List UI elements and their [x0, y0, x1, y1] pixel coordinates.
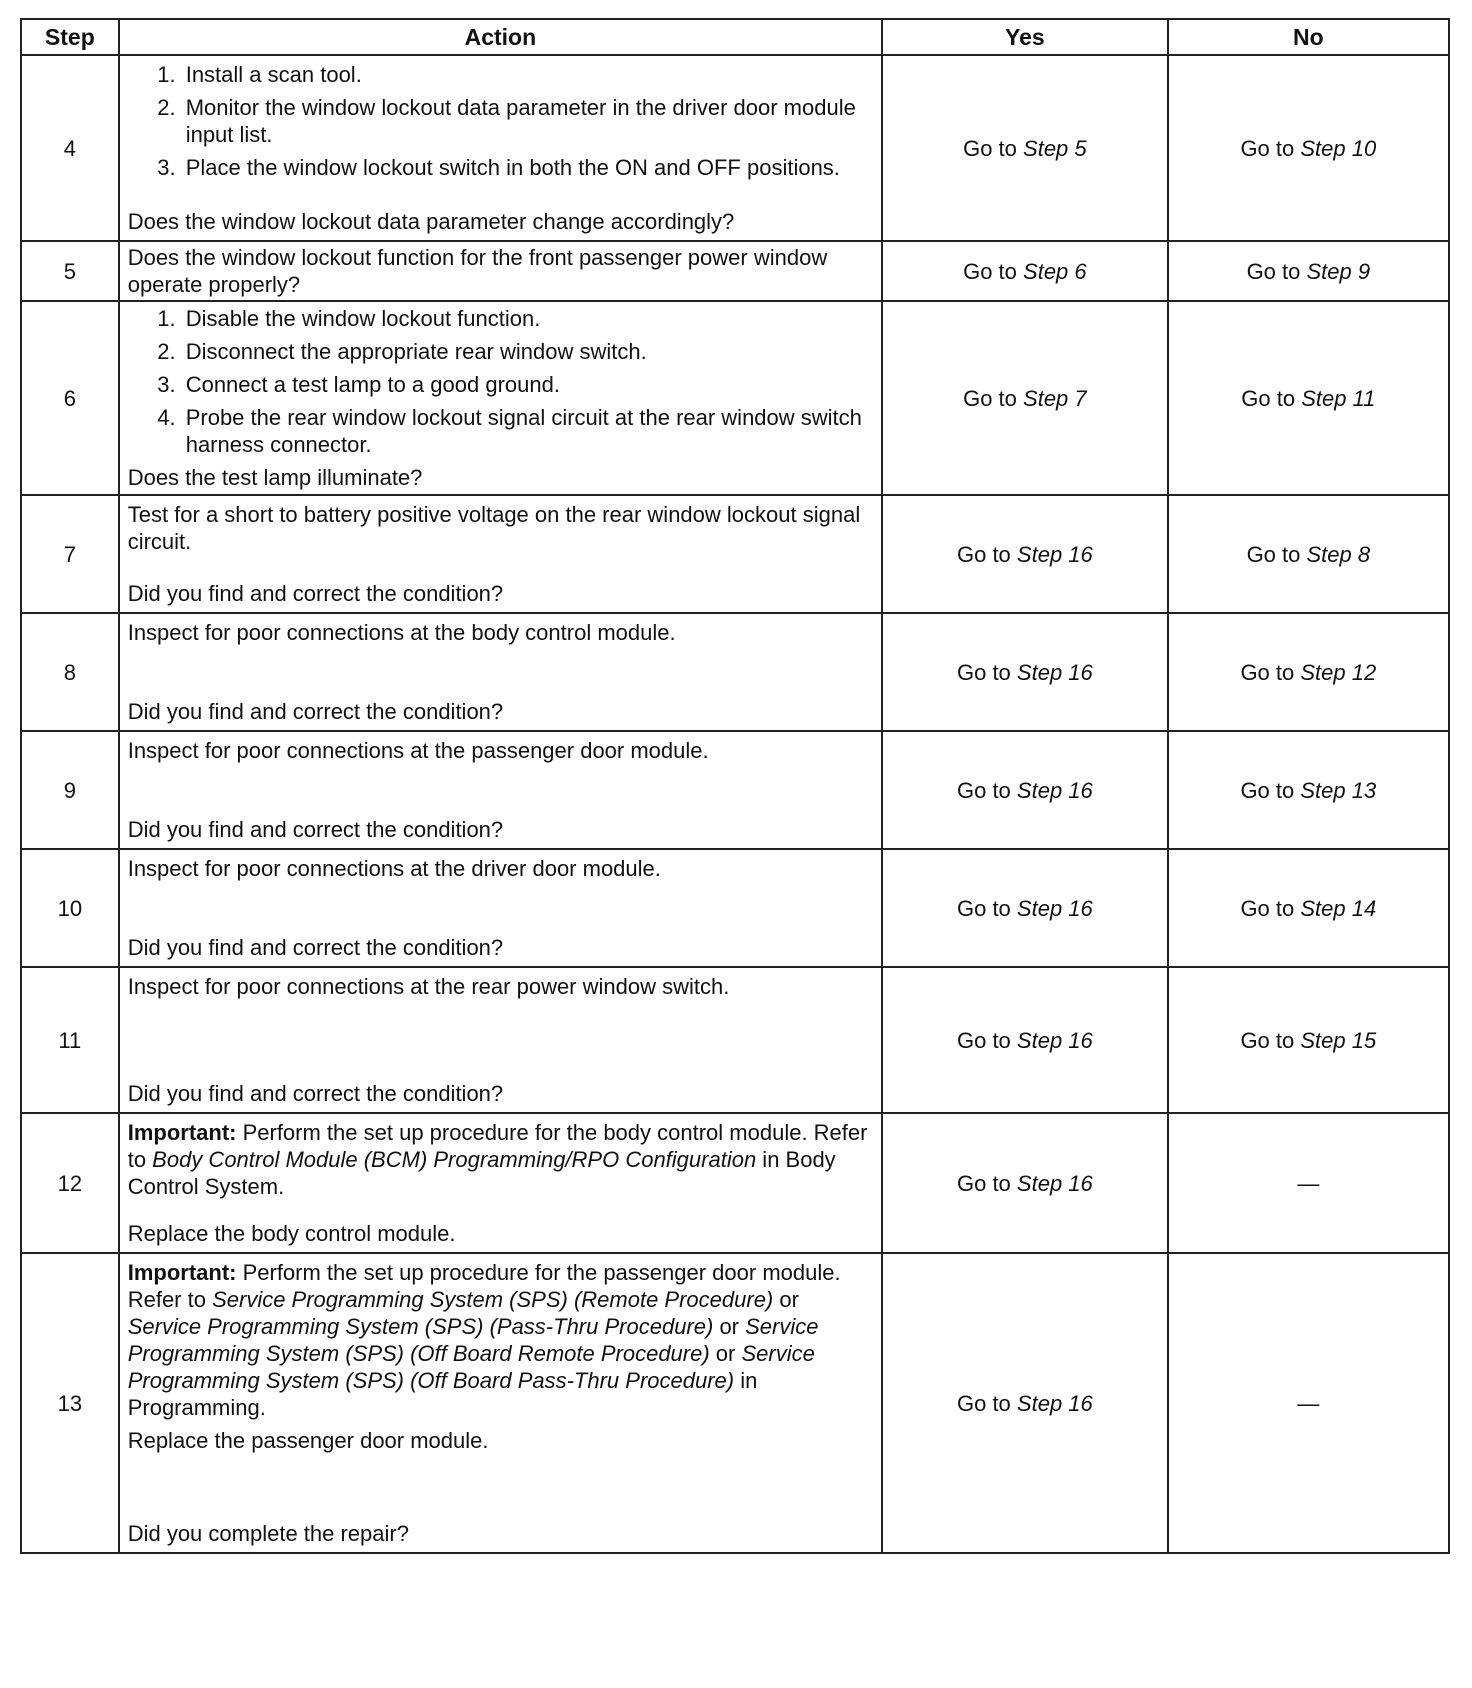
action-instruction: Replace the passenger door module. — [127, 1428, 489, 1453]
action-body — [128, 61, 873, 187]
action-question: Did you complete the repair? — [127, 1521, 409, 1546]
no-goto-text: Go to — [1240, 895, 1295, 921]
action-content — [128, 1259, 873, 1547]
yes-cell — [882, 1113, 1168, 1253]
important-note — [128, 1119, 873, 1200]
yes-step-ref: Step 16 — [1016, 1390, 1093, 1416]
yes-goto-text: Go to — [956, 1170, 1011, 1196]
reference-link-text: Service Programming System (SPS) (Off Board Remote Procedure) — [127, 1314, 819, 1366]
action-body — [128, 305, 873, 464]
note-text: or — [713, 1314, 746, 1339]
table-row — [21, 849, 1449, 967]
no-cell — [1168, 1253, 1449, 1553]
yes-goto-text: Go to — [956, 777, 1011, 803]
yes-cell — [882, 241, 1168, 301]
step-number: 5 — [21, 241, 119, 301]
no-step-ref: Step 8 — [1306, 541, 1371, 567]
important-label: Important: — [127, 1120, 237, 1145]
yes-cell — [882, 967, 1168, 1113]
no-cell — [1168, 731, 1449, 849]
action-content — [128, 619, 873, 725]
action-question: Does the window lockout function for the front passenger power window operate properly? — [127, 245, 828, 297]
important-note — [128, 1259, 873, 1421]
header-step: Step — [21, 19, 119, 55]
action-text: Inspect for poor connections at the rear power window switch. — [127, 974, 730, 999]
no-step-ref: Step 13 — [1300, 777, 1377, 803]
action-content — [128, 737, 873, 843]
step-number: 8 — [21, 613, 119, 731]
yes-step-ref: Step 6 — [1023, 258, 1087, 284]
action-question: Did you find and correct the condition? — [127, 935, 504, 960]
action-body — [128, 501, 873, 561]
no-cell — [1168, 1113, 1449, 1253]
yes-goto-text: Go to — [956, 659, 1011, 685]
no-goto-text: Go to — [1240, 135, 1295, 161]
note-text: or — [773, 1287, 799, 1312]
note-text: in Programming. — [127, 1368, 758, 1420]
action-body — [128, 1259, 873, 1460]
step-number: 12 — [21, 1113, 119, 1253]
yes-cell — [882, 849, 1168, 967]
action-question: Did you find and correct the condition? — [127, 581, 504, 606]
yes-goto-text: Go to — [956, 1027, 1011, 1053]
yes-step-ref: Step 5 — [1023, 135, 1087, 161]
no-cell — [1168, 55, 1449, 241]
yes-step-ref: Step 16 — [1016, 895, 1093, 921]
no-goto-text: Go to — [1241, 385, 1296, 411]
no-cell — [1168, 967, 1449, 1113]
no-cell — [1168, 849, 1449, 967]
no-step-ref: Step 11 — [1301, 385, 1376, 411]
no-step-ref: Step 14 — [1300, 895, 1377, 921]
table-row — [21, 495, 1449, 613]
action-list-item: 1. Disable the window lockout function. — [182, 305, 873, 332]
action-question: Did you find and correct the condition? — [127, 817, 504, 842]
action-body — [128, 855, 873, 888]
yes-cell — [882, 731, 1168, 849]
yes-cell — [882, 301, 1168, 495]
yes-goto-text: Go to — [956, 895, 1011, 921]
yes-step-ref: Step 16 — [1016, 659, 1093, 685]
step-number: 6 — [21, 301, 119, 495]
table-row — [21, 1113, 1449, 1253]
no-step-ref: Step 12 — [1300, 659, 1377, 685]
table-row — [21, 967, 1449, 1113]
note-text: Perform the set up procedure for the body control module. Refer to — [127, 1120, 868, 1172]
action-list-item: 4. Probe the rear window lockout signal circuit at the rear window switch harness connector. — [182, 404, 873, 458]
header-yes: Yes — [882, 19, 1168, 55]
action-cell — [119, 849, 882, 967]
action-text: Inspect for poor connections at the passenger door module. — [127, 738, 709, 763]
action-cell — [119, 55, 882, 241]
action-content — [128, 61, 873, 235]
table-row — [21, 613, 1449, 731]
yes-cell — [882, 495, 1168, 613]
action-content — [128, 1119, 873, 1247]
reference-link-text: Service Programming System (SPS) (Remote Procedure) — [212, 1287, 774, 1312]
header-row — [21, 19, 1449, 55]
yes-cell — [882, 1253, 1168, 1553]
yes-goto-text: Go to — [963, 135, 1017, 161]
action-cell — [119, 613, 882, 731]
action-text: Inspect for poor connections at the driver door module. — [127, 856, 661, 881]
yes-goto-text: Go to — [963, 385, 1017, 411]
action-list-item: 2. Disconnect the appropriate rear window switch. — [182, 338, 873, 365]
action-content — [128, 973, 873, 1107]
table-body — [21, 55, 1449, 1553]
reference-link-text: Service Programming System (SPS) (Off Board Pass-Thru Procedure) — [127, 1341, 815, 1393]
note-text: in Body Control System. — [127, 1147, 836, 1199]
no-cell — [1168, 613, 1449, 731]
action-cell — [119, 1113, 882, 1253]
no-cell — [1168, 495, 1449, 613]
action-question: Does the window lockout data parameter change accordingly? — [127, 209, 735, 234]
step-number: 9 — [21, 731, 119, 849]
action-cell — [119, 241, 882, 301]
yes-step-ref: Step 16 — [1016, 777, 1093, 803]
yes-goto-text: Go to — [956, 541, 1011, 567]
yes-cell — [882, 613, 1168, 731]
action-list-item: 3. Connect a test lamp to a good ground. — [182, 371, 873, 398]
action-content — [128, 244, 873, 298]
reference-link-text: Service Programming System (SPS) (Pass-Thru Procedure) — [127, 1314, 714, 1339]
action-content — [128, 501, 873, 607]
no-goto-text: Go to — [1246, 541, 1301, 567]
table-row — [21, 55, 1449, 241]
action-question: Did you find and correct the condition? — [127, 699, 504, 724]
no-cell — [1168, 301, 1449, 495]
action-text: Test for a short to battery positive voltage on the rear window lockout signal circuit. — [127, 502, 861, 554]
yes-step-ref: Step 16 — [1016, 541, 1093, 567]
no-dash: — — [1297, 1170, 1320, 1196]
action-text: Inspect for poor connections at the body control module. — [127, 620, 676, 645]
no-dash: — — [1297, 1390, 1320, 1416]
no-cell — [1168, 241, 1449, 301]
table-row — [21, 731, 1449, 849]
yes-goto-text: Go to — [963, 258, 1017, 284]
note-text: or — [709, 1341, 742, 1366]
action-list-item: 3. Place the window lockout switch in both the ON and OFF positions. — [182, 154, 873, 181]
action-question: Does the test lamp illuminate? — [127, 465, 423, 490]
header-no: No — [1168, 19, 1449, 55]
step-number: 4 — [21, 55, 119, 241]
action-cell — [119, 495, 882, 613]
step-number: 7 — [21, 495, 119, 613]
note-text: Perform the set up procedure for the passenger door module. Refer to — [127, 1260, 841, 1312]
action-body — [128, 973, 873, 1006]
important-label: Important: — [127, 1260, 237, 1285]
action-body — [128, 737, 873, 770]
action-body — [128, 1119, 873, 1206]
action-question: Did you find and correct the condition? — [127, 1081, 504, 1106]
table-row — [21, 1253, 1449, 1553]
action-body — [128, 619, 873, 652]
yes-step-ref: Step 16 — [1016, 1027, 1093, 1053]
step-number: 11 — [21, 967, 119, 1113]
action-cell — [119, 1253, 882, 1553]
action-question: Replace the body control module. — [127, 1221, 456, 1246]
action-cell — [119, 967, 882, 1113]
yes-cell — [882, 55, 1168, 241]
action-list-item: 1. Install a scan tool. — [182, 61, 873, 88]
header-action: Action — [119, 19, 882, 55]
reference-link-text: Body Control Module (BCM) Programming/RPO Configuration — [152, 1147, 757, 1172]
no-step-ref: Step 15 — [1300, 1027, 1377, 1053]
no-step-ref: Step 10 — [1300, 135, 1377, 161]
action-list-item: 2. Monitor the window lockout data parameter in the driver door module input list. — [182, 94, 873, 148]
action-cell — [119, 301, 882, 495]
action-content — [128, 855, 873, 961]
yes-step-ref: Step 16 — [1016, 1170, 1093, 1196]
step-number: 13 — [21, 1253, 119, 1553]
yes-goto-text: Go to — [956, 1390, 1011, 1416]
yes-step-ref: Step 7 — [1023, 385, 1087, 411]
action-content — [128, 305, 873, 491]
action-list — [128, 61, 873, 181]
no-step-ref: Step 9 — [1306, 258, 1371, 284]
action-list — [128, 305, 873, 458]
table-row — [21, 301, 1449, 495]
no-goto-text: Go to — [1240, 1027, 1295, 1053]
action-cell — [119, 731, 882, 849]
step-number: 10 — [21, 849, 119, 967]
no-goto-text: Go to — [1246, 258, 1301, 284]
diagnostic-table — [20, 18, 1450, 1554]
no-goto-text: Go to — [1240, 777, 1295, 803]
table-row — [21, 241, 1449, 301]
no-goto-text: Go to — [1240, 659, 1295, 685]
